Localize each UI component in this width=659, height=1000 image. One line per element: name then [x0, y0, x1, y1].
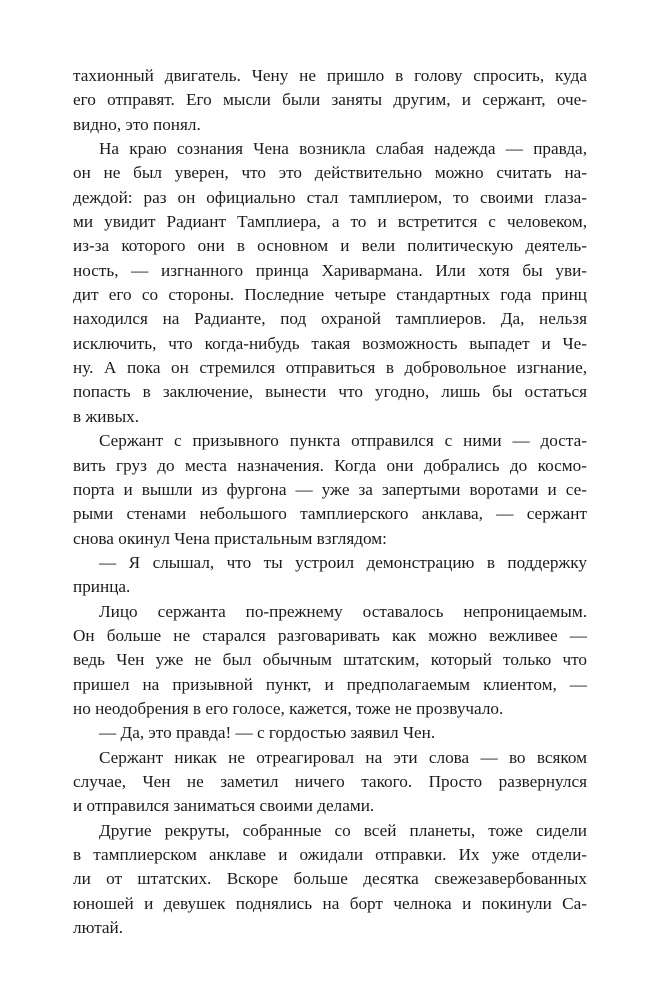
- text-line: ли от штатских. Вскоре больше десятка свежезавербованных: [73, 869, 587, 889]
- text-line: — Я слышал, что ты устроил демонстрацию в поддержку: [99, 552, 587, 572]
- paragraph: [73, 721, 587, 745]
- text-line: ведь Чен уже не был обычным штатским, который только что: [73, 650, 587, 670]
- text-line: лютай.: [73, 918, 124, 938]
- text-line: в тамплиерском анклаве и ожидали отправки. Их уже отдели-: [73, 845, 587, 864]
- text-line: Другие рекруты, собранные со всей планеты, тоже сидели: [99, 820, 587, 840]
- paragraph: [73, 600, 587, 722]
- text-line: из-за которого они в основном и вели политическую деятель-: [73, 236, 587, 256]
- paragraph: [73, 64, 587, 137]
- text-line: попасть в заключение, вынести что угодно, лишь бы остаться: [73, 382, 587, 402]
- text-line: снова окинул Чена пристальным взглядом:: [73, 528, 387, 548]
- text-line: но неодобрения в его голосе, кажется, тоже не прозвучало.: [73, 698, 504, 718]
- text-line: ну. А пока он стремился отправиться в добровольное изгнание,: [73, 358, 587, 378]
- text-line: дит его со стороны. Последние четыре стандартных года принц: [73, 285, 587, 305]
- text-line: и отправился заниматься своими делами.: [73, 796, 375, 816]
- text-line: рыми стенами небольшого тамплиерского анклава, — сержант: [73, 504, 587, 524]
- text-line: — Да, это правда! — с гордостью заявил Чен.: [99, 723, 436, 743]
- text-line: в живых.: [73, 406, 140, 426]
- text-line: Он больше не старался разговаривать как можно вежливее —: [73, 625, 587, 645]
- text-line: случае, Чен не заметил ничего такого. Просто развернулся: [73, 771, 587, 791]
- text-line: видно, это понял.: [73, 114, 201, 134]
- text-line: ность, — изгнанного принца Харивармана. Или хотя бы уви-: [73, 260, 587, 280]
- text-line: вить груз до места назначения. Когда они добрались до космо-: [73, 455, 587, 475]
- text-line: исключить, что когда-нибудь такая возможность выпадет и Че-: [73, 333, 587, 353]
- text-line: Сержант никак не отреагировал на эти слова — во всяком: [99, 747, 587, 767]
- text-line: Сержант с призывного пункта отправился с ними — доста-: [99, 431, 587, 451]
- text-line: Лицо сержанта по-прежнему оставалось непроницаемым.: [99, 601, 587, 621]
- text-line: находился на Радианте, под охраной тамплиеров. Да, нельзя: [73, 309, 587, 329]
- paragraph: [73, 746, 587, 819]
- text-line: деждой: раз он официально стал тамплиером, то своими глаза-: [73, 187, 587, 207]
- text-line: его отправят. Его мысли были заняты другим, и сержант, оче-: [73, 90, 587, 110]
- text-line: принца.: [73, 577, 131, 597]
- paragraph: [73, 137, 587, 429]
- text-line: он не был уверен, что это действительно можно считать на-: [73, 163, 587, 183]
- text-line: порта и вышли из фургона — уже за запертыми воротами и се-: [73, 479, 587, 499]
- text-line: тахионный двигатель. Чену не пришло в голову спросить, куда: [73, 66, 587, 85]
- text-line: пришел на призывной пункт, и предполагаемым клиентом, —: [73, 674, 587, 694]
- text-line: На краю сознания Чена возникла слабая надежда — правда,: [99, 139, 587, 159]
- paragraph: [73, 429, 587, 551]
- paragraph: [73, 551, 587, 600]
- text-line: ми увидит Радиант Тамплиера, а то и встретится с человеком,: [73, 212, 587, 232]
- text-line: юношей и девушек поднялись на борт челнока и покинули Са-: [73, 893, 587, 913]
- body-text: [73, 64, 587, 940]
- paragraph: [73, 819, 587, 941]
